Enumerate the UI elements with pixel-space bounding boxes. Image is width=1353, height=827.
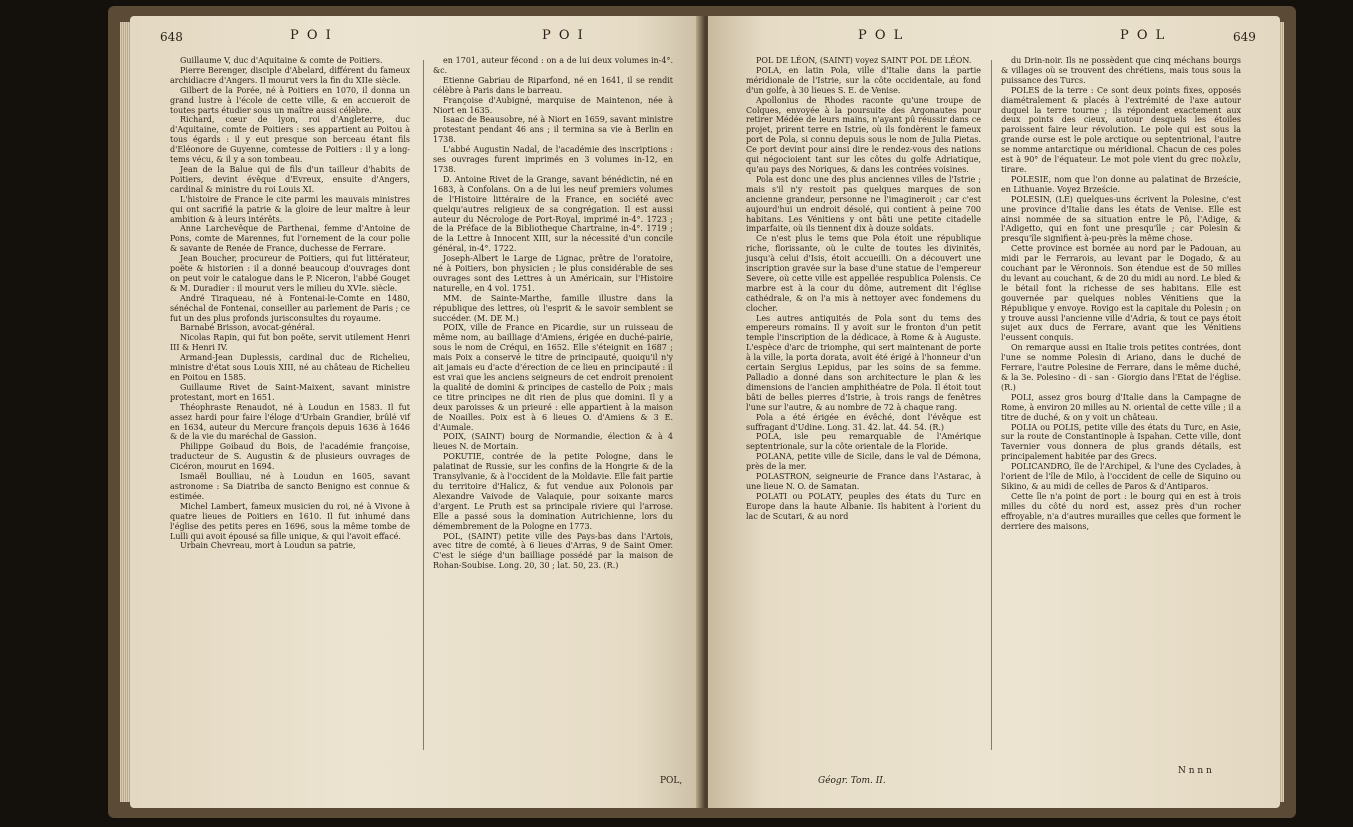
paragraph: Guillaume Rivet de Saint-Maixent, savant ministre protestant, mort en 1651. <box>170 382 410 402</box>
column-divider <box>991 60 992 750</box>
page-number-left: 648 <box>160 30 183 44</box>
paragraph: Gilbert de la Porée, né à Poitiers en 1070, il donna un grand lustre à l'école de cette ville, & en accueroit de toutes parts étudier sous un maître aussi célèbre. <box>170 85 410 115</box>
column-divider <box>423 60 424 750</box>
left-page-column-2 <box>433 56 673 571</box>
paragraph: D. Antoine Rivet de la Grange, savant bénédictin, né en 1683, à Confolans. On a de lui les neuf premiers volumes de l'Histoire littéraire de la France, en société avec quelqu'autres religieux de sa congrégation. Il est aussi auteur du Nécrologe de Port-Royal, imprimé in-4°. 1723 ; de la Préface de la Bibliotheque Chartraine, in-4°. 1719 ; de la Lettre à Innocent XIII, sur la nécessité d'un concile général, in-4°. 1722. <box>433 174 673 254</box>
paragraph: On remarque aussi en Italie trois petites contrées, dont l'une se nomme Polesin di Ariano, dans le duché de Ferrare, l'autre Polesine de Ferrare, dans le même duché, & la 3e. Polesino - di - san - Giorgio dans l'Etat de l'église. (R.) <box>1001 343 1241 392</box>
paragraph: POLANA, petite ville de Sicile, dans le val de Démona, près de la mer. <box>746 452 981 472</box>
right-page <box>708 16 1280 808</box>
paragraph: POLI, assez gros bourg d'Italie dans la Campagne de Rome, à environ 20 milles au N. oriental de cette ville ; il a titre de duché, & on y voit un château. <box>1001 392 1241 422</box>
paragraph: POLATI ou POLATY, peuples des états du Turc en Europe dans la haute Albanie. Ils habitent à l'orient du lac de Scutari, & au nord <box>746 491 981 521</box>
paragraph: POL, (SAINT) petite ville des Pays-bas dans l'Artois, avec titre de comté, à 6 lieues d'Arras, 9 de Saint Omer. C'est le siége d'un bailliage possédé par la maison de Rohan-Soubise. Long. 20, 30 ; lat. 50, 23. (R.) <box>433 531 673 571</box>
page-number-right: 649 <box>1233 30 1256 44</box>
paragraph: POL DE LÉON, (SAINT) voyez SAINT POL DE LÉON. <box>756 56 972 65</box>
paragraph: Barnabé Brisson, avocat-général. <box>180 323 316 333</box>
paragraph: Françoise d'Aubigné, marquise de Maintenon, née à Niort en 1635. <box>433 95 673 115</box>
running-head-right-col1: P O L <box>858 28 905 43</box>
signature-mark: N n n n <box>1178 766 1212 776</box>
paragraph: Ismaël Boulliau, né à Loudun en 1605, savant astronome : Sa Diatriba de sancto Benigno est connue & estimée. <box>170 472 410 501</box>
paragraph: Richard, cœur de lyon, roi d'Angleterre, duc d'Aquitaine, comte de Poitiers : ses appartient au Poitou à tous égards : il y eut presque son berceau étant fils d'Eléonore de Guyenne, comtesse de Poitiers : il y a long-tems vécu, & il y a son tombeau. <box>170 115 410 165</box>
paragraph: Joseph-Albert le Large de Lignac, prêtre de l'oratoire, né à Poitiers, bon physicien ; le plus considérable de ses ouvrages sont des Lettres à un Américain, sur l'Histoire naturelle, en 4 vol. 1751. <box>433 254 673 293</box>
paragraph: Théophraste Renaudot, né à Loudun en 1583. Il fut assez hardi pour faire l'éloge d'Urbain Grandier, brûlé vif en 1634, auteur du Mercure françois depuis 1636 à 1646 & de la vie du maréchal de Gassion. <box>170 402 410 442</box>
paragraph: POLA, en latin Pola, ville d'Italie dans la partie méridionale de l'Istrie, sur la côte occidentale, au fond d'un golfe, à 30 lieues S. E. de Venise. <box>746 65 981 95</box>
paragraph: POLESIE, nom que l'on donne au palatinat de Brzeście, en Lithuanie. Voyez Brzeście. <box>1001 174 1241 194</box>
paragraph: POLIA ou POLIS, petite ville des états du Turc, en Asie, sur la route de Constantinople à Ispahan. Cette ville, dont Tavernier vous donnera de plus grands détails, est principalement habitée par des Grecs. <box>1001 422 1241 462</box>
paragraph: POIX, (SAINT) bourg de Normandie, élection & à 4 lieues N. de Mortain. <box>433 432 673 452</box>
catchword: POL, <box>660 776 683 786</box>
paragraph: POIX, ville de France en Picardie, sur un ruisseau de même nom, au bailliage d'Amiens, érigée en duché-pairie, sous le nom de Créqui, en 1652. Elle s'éteignit en 1687 ; mais Poix a conservé le titre de principauté, quoiqu'il n'y ait jamais eu d'acte d'érection de ce lieu en principauté : il est vrai que les anciens seigneurs de cet endroit prenoient la qualité de domini & principes de castello de Poix ; mais ce titre principes ne dit rien de plus que domini. Il y a deux paroisses & un prieuré : elle appartient à la maison de Noailles. Poix est à 6 lieues O. d'Amiens & 3 E. d'Aumale. <box>433 323 673 432</box>
paragraph: Guillaume V, duc d'Aquitaine & comte de Poitiers. <box>180 56 383 65</box>
paragraph: L'histoire de France le cite parmi les mauvais ministres qui ont sacrifié la patrie & la gloire de leur maître à leur ambition & à leurs intérêts. <box>170 194 410 224</box>
left-page <box>130 16 704 808</box>
paragraph: POLASTRON, seigneurie de France dans l'Astarac, à une lieue N. O. de Samatan. <box>746 472 981 491</box>
left-page-column-1 <box>170 56 410 551</box>
paragraph: Cette province est bornée au nord par le Padouan, au midi par le Ferrarois, au levant par le Dogado, & au couchant par le Véronnois. Son étendue est de 50 milles du levant au couchant, & de 20 du midi au nord. Le bled & le bétail font la richesse de ses habitans. Elle est gouvernée par quelques nobles Vénitiens que la République y envoye. Rovigo est la capitale du Polesin ; on y trouve aussi l'ancienne ville d'Adria, & tout ce pays étoit sujet aux ducs de Ferrare, avant que les Vénitiens l'eussent conquis. <box>1001 244 1241 343</box>
paragraph: en 1701, auteur fécond : on a de lui deux volumes in-4°. &c. <box>433 56 673 75</box>
paragraph: L'abbé Augustin Nadal, de l'académie des inscriptions : ses ouvrages furent imprimés en 3 volumes in-12, en 1738. <box>433 145 673 174</box>
paragraph: Michel Lambert, fameux musicien du roi, né à Vivone à quatre lieues de Poitiers en 1610. Il fut inhumé dans l'église des petits peres en 1696, sous la même tombe de Lulli qui avoit épousé sa fille unique, & qui l'avoit effacé. <box>170 501 410 541</box>
paragraph: Nicolas Rapin, qui fut bon poëte, servit utilement Henri III & Henri IV. <box>170 333 410 353</box>
paragraph: Jean Boucher, procureur de Poitiers, qui fut littérateur, poëte & historien : il a donné beaucoup d'ouvrages dont on peut voir le catalogue dans le P. Niceron, l'abbé Gouget & M. Duradier : il mourut vers le milieu du XVIe. siècle. <box>170 254 410 293</box>
paragraph: Armand-Jean Duplessis, cardinal duc de Richelieu, ministre d'état sous Louis XIII, né au château de Richelieu en Poitou en 1585. <box>170 353 410 382</box>
paragraph: Anne Larchevêque de Parthenai, femme d'Antoine de Pons, comte de Marennes, fut l'ornement de la cour polie & savante de Renée de France, duchesse de Ferrare. <box>170 224 410 254</box>
paragraph: Isaac de Beausobre, né à Niort en 1659, savant ministre protestant pendant 46 ans ; il termina sa vie à Berlin en 1738. <box>433 115 673 145</box>
running-head-right-col2: P O L <box>1120 28 1167 43</box>
paragraph: Apollonius de Rhodes raconte qu'une troupe de Colques, envoyée à la poursuite des Argonautes pour retirer Médée de leurs mains, n'ayant pû réussir dans ce projet, prirent terre en Istrie, où ils fondèrent le fameux port de Pola, si connu depuis sous le nom de Julia Pietas. Ce port devint pour ainsi dire le rendez-vous des nations qui négocioient tant sur les côtes du golfe Adriatique, qu'au pays des Noriques, & dans les contrées voisines. <box>746 95 981 174</box>
open-book <box>108 6 1296 818</box>
paragraph: Cette île n'a point de port : le bourg qui en est à trois milles du côté du nord est, assez près d'un rocher effroyable, n'a d'autres murailles que celles que forment le derriere des maisons, <box>1001 491 1241 531</box>
right-page-column-2 <box>1001 56 1241 532</box>
paragraph: POLES de la terre : Ce sont deux points fixes, opposés diamétralement & placés à l'extrémité de l'axe autour duquel la terre tourne ; ils répondent exactement aux deux points des cieux, autour desquels les étoiles paroissent faire leur révolution. Le pole qui est sous la grande ourse est le pole arctique ou septentrional, l'autre se nomme antarctique ou méridional. Chacun de ces poles est à 90° de l'équateur. Le mot pole vient du grec πολεῖν, tirare. <box>1001 85 1241 174</box>
paragraph: Urbain Chevreau, mort à Loudun sa patrie, <box>180 541 356 551</box>
footer-volume: Géogr. Tom. II. <box>818 776 886 786</box>
paragraph: Philippe Goibaud du Bois, de l'académie françoise, traducteur de S. Augustin & de plusieurs ouvrages de Cicéron, mourut en 1694. <box>170 442 410 472</box>
paragraph: Ce n'est plus le tems que Pola étoit une république riche, florissante, où le culte de toutes les divinités, jusqu'à celui d'Isis, étoit accueilli. On a découvert une inscription gravée sur la base d'une statue de l'empereur Severe, où cette ville est appellée respublica Polensis. Ce marbre est à la cour du dôme, autrement dit l'église cathédrale, & on l'a mis à nettoyer avec fondemens du clocher. <box>746 234 981 313</box>
right-page-column-1 <box>746 56 981 522</box>
running-head-left-col2: P O I <box>542 28 585 43</box>
paragraph: Les autres antiquités de Pola sont du tems des empereurs romains. Il y avoit sur le fronton d'un petit temple l'inscription de la dédicace, à Rome & à Auguste. L'espèce d'arc de triomphe, qui sert maintenant de porte à la ville, la porta dorata, avoit été érigé à l'honneur d'un certain Sergius Lepidus, par les soins de sa femme. Palladio a donné dans son architecture le plan & les dimensions de l'ancien amphithéatre de Pola. Il étoit tout bâti de belles pierres d'Istrie, à trois rangs de fenêtres l'une sur l'autre, & au nombre de 72 à chaque rang. <box>746 313 981 412</box>
paragraph: Pola est donc une des plus anciennes villes de l'Istrie ; mais s'il n'y restoit pas quelques marques de son ancienne grandeur, personne ne l'imagineroit ; car c'est aujourd'hui un endroit désolé, qui contient à peine 700 habitans. Les Vénitiens y ont bâti une petite citadelle imparfaite, où ils tiennent dix à douze soldats. <box>746 174 981 234</box>
paragraph: MM. de Sainte-Marthe, famille illustre dans la république des lettres, où l'esprit & le savoir semblent se succéder. (M. DE M.) <box>433 293 673 323</box>
paragraph: POLESIN, (LE) quelques-uns écrivent la Polesine, c'est une province d'Italie dans les états de Venise. Elle est ainsi nommée de sa situation entre le Pô, l'Adige, & l'Adigetto, qui en font une presqu'île ; car Polesin & presqu'île signifient à-peu-près la même chose. <box>1001 194 1241 244</box>
paragraph: du Drin-noir. Ils ne possèdent que cinq méchans bourgs & villages où se trouvent des chrétiens, mais tous sous la puissance des Turcs. <box>1001 56 1241 85</box>
paragraph: POLA, isle peu remarquable de l'Amérique septentrionale, sur la côte orientale de la Floride. <box>746 432 981 452</box>
paragraph: André Tiraqueau, né à Fontenai-le-Comte en 1480, sénéchal de Fontenai, conseiller au parlement de Paris ; ce fut un des plus profonds jurisconsultes du royaume. <box>170 293 410 323</box>
paragraph: Etienne Gabriau de Riparfond, né en 1641, il se rendit célèbre à Paris dans le barreau. <box>433 75 673 95</box>
running-head-left-col1: P O I <box>290 28 333 43</box>
paragraph: Pierre Berenger, disciple d'Abelard, différent du fameux archidiacre d'Angers. Il mourut vers la fin du XIIe siècle. <box>170 65 410 85</box>
paragraph: Jean de la Balue qui de fils d'un tailleur d'habits de Poitiers, devint évêque d'Evreux, ensuite d'Angers, cardinal & ministre du roi Louis XI. <box>170 164 410 194</box>
paragraph: POKUTIE, contrée de la petite Pologne, dans le palatinat de Russie, sur les confins de la Hongrie & de la Transylvanie, & à l'occident de la Moldavie. Elle fait partie du territoire d'Halicz, & fut vendue aux Polonois par Alexandre Vaivode de Valaquie, pour soixante marcs d'argent. Le Pruth est sa principale riviere qui l'arrose. Elle a passé sous la domination Autrichienne, lors du démembrement de la Pologne en 1773. <box>433 452 673 531</box>
page-edges-left <box>120 22 130 802</box>
paragraph: POLICANDRO, île de l'Archipel, & l'une des Cyclades, à l'orient de l'île de Milo, à l'occident de celle de Siquino ou Sikino, & au midi de celles de Paros & d'Antiparos. <box>1001 462 1241 491</box>
paragraph: Pola a été érigée en évêché, dont l'évêque est suffragant d'Udine. Long. 31. 42. lat. 44. 54. (R.) <box>746 412 981 432</box>
